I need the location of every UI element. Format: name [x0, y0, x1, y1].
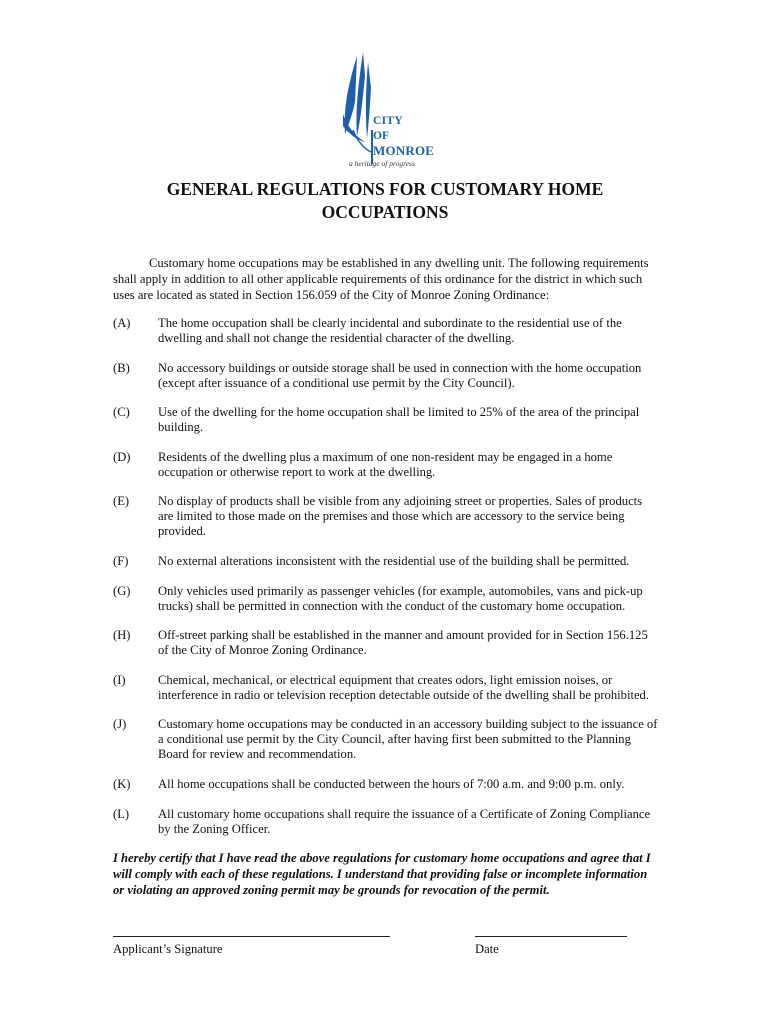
logo-tagline: a heritage of progress — [349, 159, 415, 168]
date-label: Date — [475, 942, 499, 956]
item-text: Customary home occupations may be conducted in an accessory building subject to the issuance of a conditional use permit by the City Council, after having first been submitted to the Planning Board for review and recommendation. — [158, 717, 658, 762]
item-letter: (I) — [113, 672, 126, 687]
item-text: The home occupation shall be clearly incidental and subordinate to the residential use of the dwelling and shall not change the residential character of the dwelling. — [158, 316, 622, 345]
item-letter: (G) — [113, 583, 131, 598]
item-letter: (K) — [113, 776, 131, 791]
regulation-item-l — [113, 807, 658, 837]
logo-of-text: OF — [373, 130, 389, 142]
applicant-signature-label: Applicant’s Signature — [113, 942, 223, 956]
item-letter: (F) — [113, 553, 129, 568]
regulation-item-d — [113, 450, 658, 480]
item-text: Use of the dwelling for the home occupation shall be limited to 25% of the area of the principal building. — [158, 405, 640, 435]
logo-city-text: CITY — [373, 115, 403, 127]
date-line[interactable] — [475, 936, 627, 937]
applicant-signature-line[interactable] — [113, 936, 390, 937]
regulation-item-f — [113, 554, 658, 569]
item-text: No accessory buildings or outside storage shall be used in connection with the home occupation (except after issuance of a conditional use permit by the City Council). — [158, 360, 642, 390]
regulation-item-i — [113, 673, 658, 703]
document-title: GENERAL REGULATIONS FOR CUSTOMARY HOME OCCUPATIONS — [166, 179, 604, 222]
item-text: Chemical, mechanical, or electrical equipment that creates odors, light emission noises, or interference in radio or television reception detectable outside of the dwelling shall be prohibited. — [158, 672, 649, 702]
regulations-list — [113, 316, 658, 851]
intro-paragraph: Customary home occupations may be established in any dwelling unit. The following requirements shall apply in addition to all other applicable requirements of this ordinance for the district in which such uses are located as stated in Section 156.059 of the City of Monroe Zoning Ordinance: — [113, 256, 649, 302]
item-letter: (B) — [113, 360, 130, 375]
item-text: All home occupations shall be conducted between the hours of 7:00 a.m. and 9:00 p.m. only. — [158, 776, 625, 791]
item-letter: (L) — [113, 806, 130, 821]
item-letter: (H) — [113, 628, 131, 643]
item-letter: (E) — [113, 494, 130, 509]
item-letter: (D) — [113, 449, 131, 464]
item-text: No display of products shall be visible from any adjoining street or properties. Sales of products are limited to those made on the premises and those which are accessory to the service being provided. — [158, 494, 643, 539]
certification-statement: I hereby certify that I have read the above regulations for customary home occupations and agree that I will comply with each of these regulations. I understand that providing false or incomplete information or violating an approved zoning permit may be grounds for revocation of the permit. — [113, 851, 651, 897]
regulation-item-k — [113, 777, 658, 792]
logo-monroe-text: MONROE — [373, 143, 435, 158]
regulation-item-g — [113, 584, 658, 614]
item-text: Residents of the dwelling plus a maximum of one non-resident may be engaged in a home occupation or otherwise report to work at the dwelling. — [158, 449, 613, 479]
item-letter: (J) — [113, 717, 127, 732]
item-text: Off-street parking shall be established in the manner and amount provided for in Section 156.125 of the City of Monroe Zoning Ordinance. — [158, 628, 648, 658]
regulation-item-h — [113, 628, 658, 658]
regulation-item-b — [113, 361, 658, 391]
item-text: Only vehicles used primarily as passenger vehicles (for example, automobiles, vans and pick-up trucks) shall be permitted in connection with the conduct of the customary home occupation. — [158, 583, 643, 613]
item-letter: (C) — [113, 405, 130, 420]
regulation-item-j — [113, 717, 658, 762]
regulation-item-a — [113, 316, 658, 346]
item-text: No external alterations inconsistent with the residential use of the building shall be permitted. — [158, 553, 630, 568]
item-text: All customary home occupations shall require the issuance of a Certificate of Zoning Compliance by the Zoning Officer. — [158, 806, 651, 836]
item-letter: (A) — [113, 316, 131, 330]
city-logo — [335, 52, 440, 170]
regulation-item-e — [113, 494, 658, 539]
regulation-item-c — [113, 405, 658, 435]
